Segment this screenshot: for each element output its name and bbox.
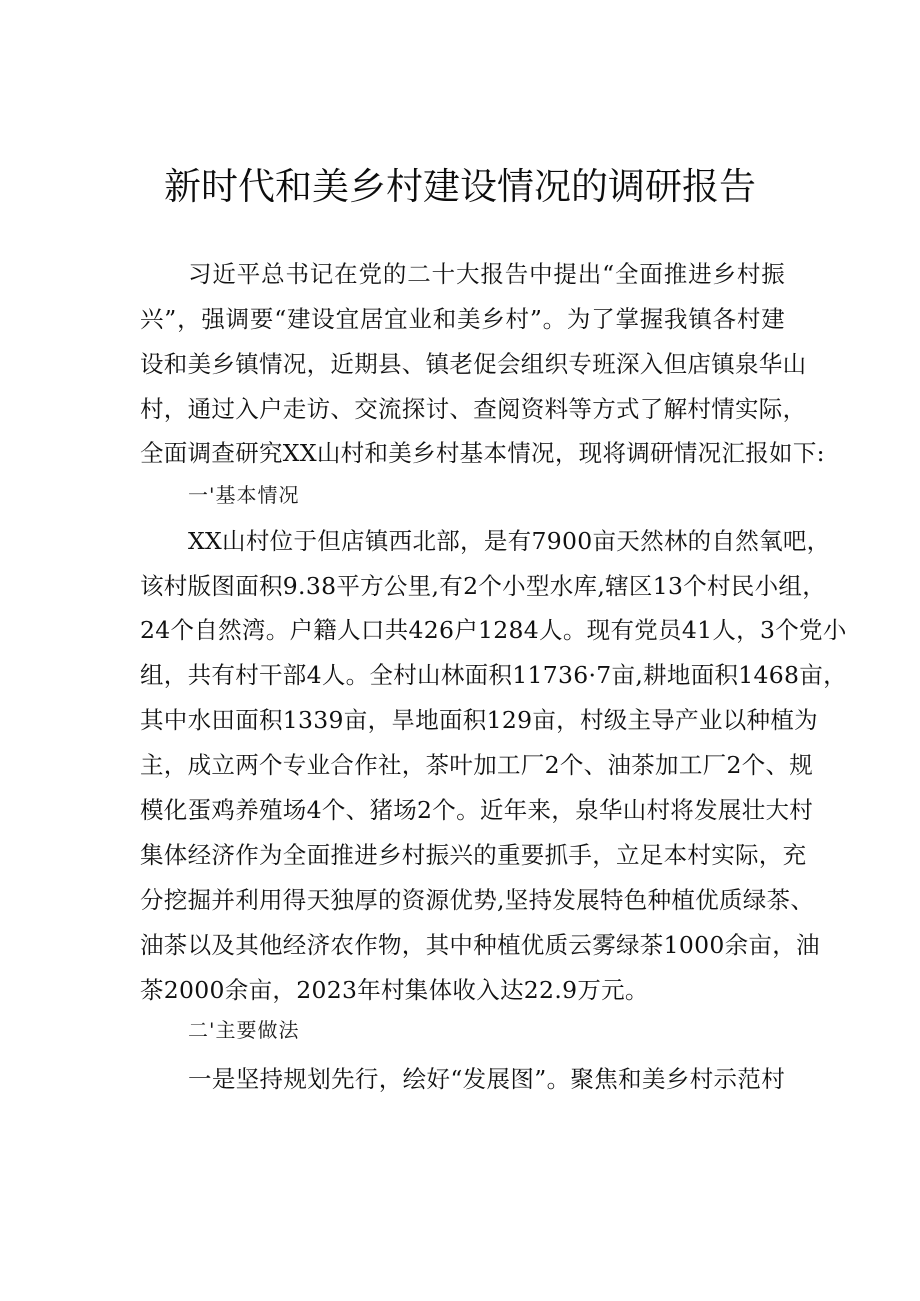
paragraph-line: 模化蛋鸡养殖场4个、猪场2个。近年来，泉华山村将发展壮大村 — [140, 796, 814, 824]
section-heading: 二'主要做法 — [188, 1018, 300, 1042]
paragraph-line: 油茶以及其他经济农作物，其中种植优质云雾绿茶1000余亩，油 — [140, 931, 820, 959]
paragraph-line: 主，成立两个专业合作社，茶叶加工厂2个、油茶加工厂2个、规 — [140, 751, 814, 779]
paragraph-line: 组，共有村干部4人。全村山林面积11736·7亩,耕地面积1468亩， — [140, 661, 847, 689]
paragraph-line: 集体经济作为全面推进乡村振兴的重要抓手，立足本村实际，充 — [140, 841, 807, 869]
paragraph-line: 茶2000余亩，2023年村集体收入达22.9万元。 — [140, 976, 649, 1004]
document-title: 新时代和美乡村建设情况的调研报告 — [164, 165, 756, 208]
paragraph-line: XX山村位于但店镇西北部，是有7900亩天然林的自然氧吧， — [188, 527, 831, 555]
paragraph-line: 分挖掘并利用得天独厚的资源优势,坚持发展特色种植优质绿茶、 — [140, 886, 815, 914]
paragraph-line: 该村版图面积9.38平方公里,有2个小型水库,辖区13个村民小组， — [140, 572, 827, 600]
paragraph-line: 设和美乡镇情况，近期县、镇老促会组织专班深入但店镇泉华山 — [140, 350, 807, 378]
paragraph-line: 兴”，强调要“建设宜居宜业和美乡村”。为了掌握我镇各村建 — [140, 305, 785, 333]
paragraph-line: 24个自然湾。户籍人口共426户1284人。现有党员41人，3个党小 — [140, 616, 847, 644]
section-heading: 一'基本情况 — [188, 483, 300, 507]
paragraph-line: 全面调查研究XX山村和美乡村基本情况，现将调研情况汇报如下: — [140, 439, 825, 467]
paragraph-line: 一是坚持规划先行，绘好“发展图”。聚焦和美乡村示范村 — [188, 1065, 785, 1093]
paragraph-line: 其中水田面积1339亩，旱地面积129亩，村级主导产业以种植为 — [140, 706, 818, 734]
paragraph-line: 习近平总书记在党的二十大报告中提出“全面推进乡村振 — [188, 260, 785, 288]
paragraph-line: 村，通过入户走访、交流探讨、查阅资料等方式了解村情实际， — [140, 395, 807, 423]
